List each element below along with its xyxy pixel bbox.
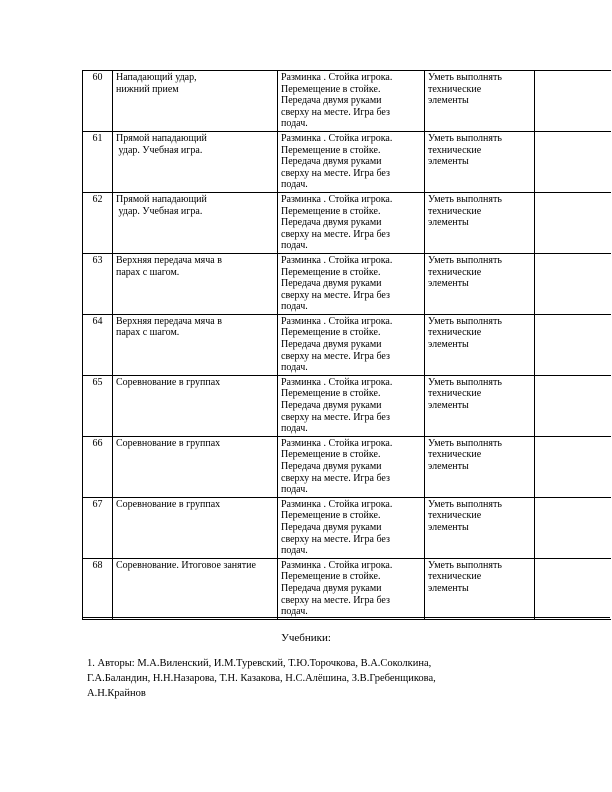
table-row bbox=[83, 131, 611, 192]
lesson-requirements-cell: Уметь выполнять технические элементы bbox=[425, 314, 535, 375]
lesson-content-cell: Разминка . Стойка игрока. Перемещение в стойке. Передача двумя руками сверху на месте. Игра без подач. bbox=[278, 71, 425, 132]
lesson-plan-table bbox=[82, 70, 611, 620]
table-row bbox=[83, 375, 611, 436]
textbook-line: 1. Авторы: М.А.Виленский, И.М.Туревский, Т.Ю.Торочкова, В.А.Соколкина, bbox=[87, 658, 432, 669]
lesson-notes-cell bbox=[535, 436, 611, 497]
lesson-topic-cell: Соревнование в группах bbox=[113, 436, 278, 497]
lesson-number-cell: 68 bbox=[83, 558, 113, 619]
lesson-content-cell: Разминка . Стойка игрока. Перемещение в стойке. Передача двумя руками сверху на месте. Игра без подач. bbox=[278, 253, 425, 314]
lesson-number-cell: 60 bbox=[83, 71, 113, 132]
lesson-requirements-cell: Уметь выполнять технические элементы bbox=[425, 436, 535, 497]
lesson-notes-cell bbox=[535, 192, 611, 253]
lesson-number-cell: 64 bbox=[83, 314, 113, 375]
lesson-requirements-cell: Уметь выполнять технические элементы bbox=[425, 71, 535, 132]
lesson-topic-cell: Соревнование в группах bbox=[113, 375, 278, 436]
lesson-number-cell: 67 bbox=[83, 497, 113, 558]
lesson-number-cell: 65 bbox=[83, 375, 113, 436]
lesson-content-cell: Разминка . Стойка игрока. Перемещение в стойке. Передача двумя руками сверху на месте. Игра без подач. bbox=[278, 497, 425, 558]
lesson-notes-cell bbox=[535, 497, 611, 558]
lesson-content-cell: Разминка . Стойка игрока. Перемещение в стойке. Передача двумя руками сверху на месте. Игра без подач. bbox=[278, 192, 425, 253]
lesson-notes-cell bbox=[535, 131, 611, 192]
lesson-notes-cell bbox=[535, 71, 611, 132]
lesson-plan-body bbox=[83, 71, 611, 620]
lesson-topic-cell: Нападающий удар, нижний прием bbox=[113, 71, 278, 132]
lesson-number-cell: 63 bbox=[83, 253, 113, 314]
lesson-topic-cell: Верхняя передача мяча в парах с шагом. bbox=[113, 314, 278, 375]
lesson-topic-cell: Прямой нападающий удар. Учебная игра. bbox=[113, 192, 278, 253]
lesson-notes-cell bbox=[535, 558, 611, 619]
table-row bbox=[83, 436, 611, 497]
table-bottom-rule bbox=[82, 617, 610, 618]
lesson-content-cell: Разминка . Стойка игрока. Перемещение в стойке. Передача двумя руками сверху на месте. Игра без подач. bbox=[278, 131, 425, 192]
lesson-requirements-cell: Уметь выполнять технические элементы bbox=[425, 497, 535, 558]
lesson-content-cell: Разминка . Стойка игрока. Перемещение в стойке. Передача двумя руками сверху на месте. Игра без подач. bbox=[278, 375, 425, 436]
lesson-content-cell: Разминка . Стойка игрока. Перемещение в стойке. Передача двумя руками сверху на месте. Игра без подач. bbox=[278, 314, 425, 375]
lesson-number-cell: 66 bbox=[83, 436, 113, 497]
lesson-content-cell: Разминка . Стойка игрока. Перемещение в стойке. Передача двумя руками сверху на месте. Игра без подач. bbox=[278, 558, 425, 619]
lesson-topic-cell: Соревнование. Итоговое занятие bbox=[113, 558, 278, 619]
lesson-notes-cell bbox=[535, 253, 611, 314]
table-row bbox=[83, 253, 611, 314]
lesson-requirements-cell: Уметь выполнять технические элементы bbox=[425, 192, 535, 253]
lesson-requirements-cell: Уметь выполнять технические элементы bbox=[425, 558, 535, 619]
lesson-notes-cell bbox=[535, 314, 611, 375]
table-row bbox=[83, 497, 611, 558]
textbooks-list bbox=[87, 656, 527, 701]
table-row bbox=[83, 192, 611, 253]
lesson-requirements-cell: Уметь выполнять технические элементы bbox=[425, 131, 535, 192]
lesson-content-cell: Разминка . Стойка игрока. Перемещение в стойке. Передача двумя руками сверху на месте. Игра без подач. bbox=[278, 436, 425, 497]
lesson-topic-cell: Соревнование в группах bbox=[113, 497, 278, 558]
table-row bbox=[83, 314, 611, 375]
table-row bbox=[83, 558, 611, 619]
lesson-notes-cell bbox=[535, 375, 611, 436]
lesson-topic-cell: Верхняя передача мяча в парах с шагом. bbox=[113, 253, 278, 314]
textbook-line: Г.А.Баландин, Н.Н.Назарова, Т.Н. Казакова, Н.С.Алёшина, З.В.Гребенщикова, bbox=[87, 673, 436, 684]
lesson-requirements-cell: Уметь выполнять технические элементы bbox=[425, 253, 535, 314]
lesson-requirements-cell: Уметь выполнять технические элементы bbox=[425, 375, 535, 436]
lesson-number-cell: 62 bbox=[83, 192, 113, 253]
lesson-topic-cell: Прямой нападающий удар. Учебная игра. bbox=[113, 131, 278, 192]
lesson-number-cell: 61 bbox=[83, 131, 113, 192]
textbook-line: А.Н.Крайнов bbox=[87, 688, 146, 699]
textbooks-heading: Учебники: bbox=[281, 632, 331, 644]
table-row bbox=[83, 71, 611, 132]
